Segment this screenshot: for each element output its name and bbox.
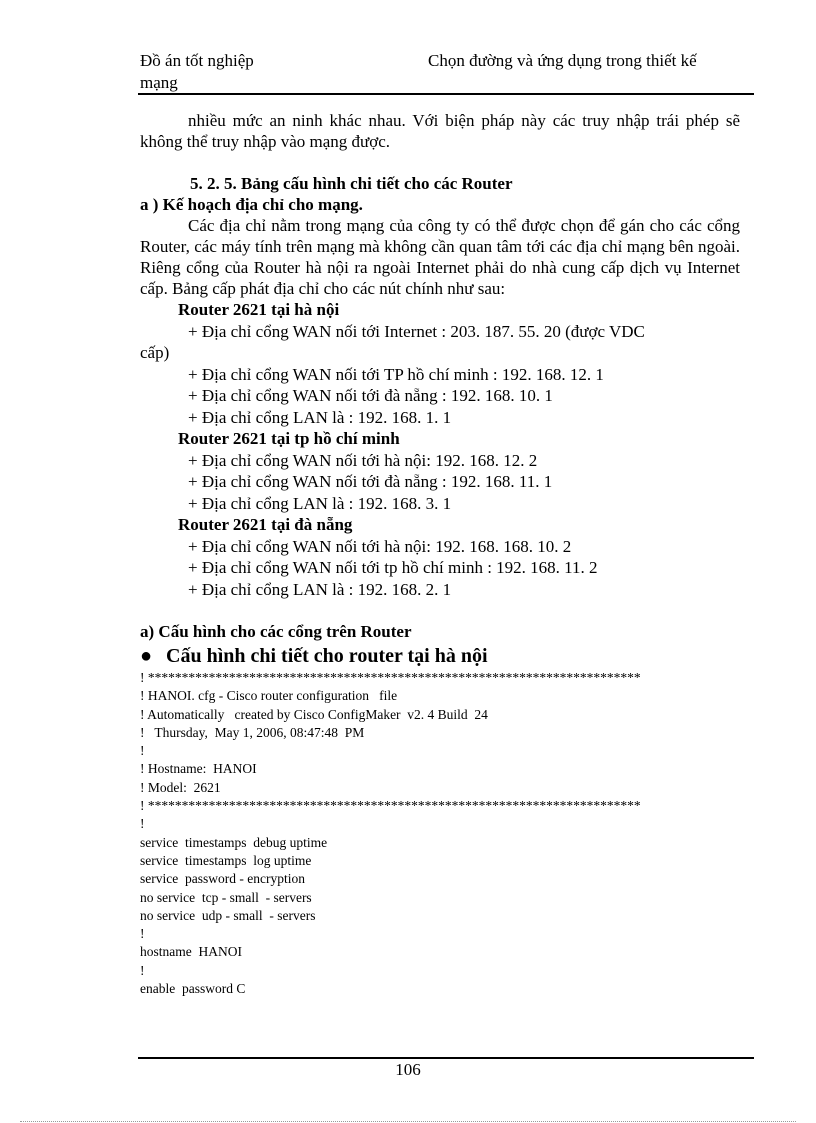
subsection-a-title: a ) Kế hoạch địa chỉ cho mạng. xyxy=(140,195,363,214)
router-item: + Địa chỉ cổng LAN là : 192. 168. 3. 1 xyxy=(188,493,452,513)
router-item: + Địa chỉ cổng WAN nối tới hà nội: 192. 168. 168. 10. 2 xyxy=(188,536,572,556)
router-title: Router 2621 tại hà nội xyxy=(178,300,340,319)
config-line: service timestamps log uptime xyxy=(140,852,312,868)
config-line: service password - encryption xyxy=(140,871,305,887)
router-title: Router 2621 tại tp hồ chí minh xyxy=(178,429,400,448)
header-right: Chọn đường và ứng dụng trong thiết kế xyxy=(428,51,697,70)
subsection-b-title: a) Cấu hình cho các cổng trên Router xyxy=(140,622,412,641)
header-left-line1: Đồ án tốt nghiệp xyxy=(140,51,254,70)
config-line: hostname HANOI xyxy=(140,944,242,960)
config-line: ! Hostname: HANOI xyxy=(140,761,257,777)
router-title: Router 2621 tại đà nẵng xyxy=(178,515,353,534)
config-line: ! Model: 2621 xyxy=(140,779,221,795)
config-line: service timestamps debug uptime xyxy=(140,834,328,850)
router-item: + Địa chỉ cổng LAN là : 192. 168. 1. 1 xyxy=(188,407,452,427)
bullet-icon: ● xyxy=(140,645,153,667)
page-number: 106 xyxy=(395,1060,421,1079)
router-item: cấp) xyxy=(140,343,170,362)
header-left xyxy=(140,50,254,94)
config-line: ! ************************************************************************* xyxy=(140,798,641,814)
router-item: + Địa chỉ cổng WAN nối tới TP hồ chí minh : 192. 168. 12. 1 xyxy=(188,364,604,384)
config-line: ! xyxy=(140,743,145,759)
config-line: no service tcp - small - servers xyxy=(140,889,312,905)
config-line: ! xyxy=(140,962,145,978)
config-line: no service udp - small - servers xyxy=(140,907,316,923)
config-line: enable password C xyxy=(140,981,246,997)
bullet-heading xyxy=(140,643,740,669)
config-line: ! xyxy=(140,816,145,832)
router-item: + Địa chỉ cổng WAN nối tới đà nẵng : 192. 168. 11. 1 xyxy=(188,472,553,491)
router-item: + Địa chỉ cổng WAN nối tới Internet : 203. 187. 55. 20 (được VDC xyxy=(188,321,645,341)
intro-paragraph: nhiều mức an ninh khác nhau. Với biện pháp này các truy nhập trái phép sẽ không thể truy nhập vào mạng được. xyxy=(140,111,740,151)
config-line: ! HANOI. cfg - Cisco router configuration file xyxy=(140,688,398,704)
footer-rule xyxy=(138,1057,754,1059)
router-item: + Địa chỉ cổng WAN nối tới hà nội: 192. 168. 12. 2 xyxy=(188,450,538,470)
address-paragraph: Các địa chỉ nằm trong mạng của công ty có thể được chọn để gán cho các cổng Router, các máy tính trên mạng mà không cần quan tâm tới các địa chỉ mạng bên ngoài. Riêng cổng của Router hà nội ra ngoài Internet phải do nhà cung cấp dịch vụ Internet cấp. Bảng cấp phát địa chỉ cho các nút chính như sau: xyxy=(140,216,740,298)
router-item: + Địa chỉ cổng WAN nối tới tp hồ chí minh : 192. 168. 11. 2 xyxy=(188,558,598,577)
bullet-heading-text: Cấu hình chi tiết cho router tại hà nội xyxy=(166,645,488,667)
config-line: ! Thursday, May 1, 2006, 08:47:48 PM xyxy=(140,724,365,740)
page-content xyxy=(140,110,740,998)
router-item: + Địa chỉ cổng LAN là : 192. 168. 2. 1 xyxy=(188,579,452,599)
section-title: 5. 2. 5. Bảng cấu hình chi tiết cho các Router xyxy=(190,174,513,193)
config-line: ! Automatically created by Cisco ConfigMaker v2. 4 Build 24 xyxy=(140,706,488,722)
config-line: ! ************************************************************************* xyxy=(140,670,641,685)
header-rule xyxy=(138,93,754,95)
config-line: ! xyxy=(140,926,145,942)
header-left-line2: mạng xyxy=(140,73,178,92)
page-edge-divider xyxy=(20,1121,796,1122)
router-item: + Địa chỉ cổng WAN nối tới đà nẵng : 192. 168. 10. 1 xyxy=(188,386,553,405)
